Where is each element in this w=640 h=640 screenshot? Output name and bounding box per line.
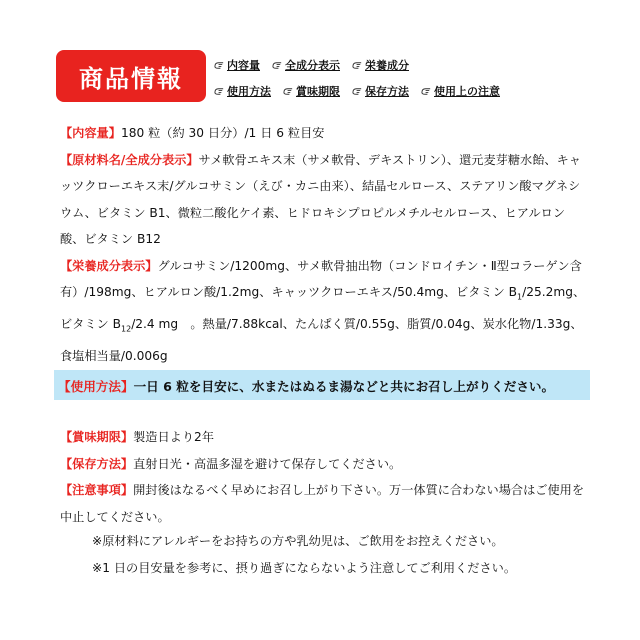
nav-link-volume[interactable] xyxy=(214,57,260,73)
nav-link-usage[interactable] xyxy=(214,83,271,99)
storage-text: 直射日光・高温多湿を避けて保存してください。 xyxy=(133,456,402,471)
nav-link-label: 使用方法 xyxy=(227,85,271,98)
storage-tag: 【保存方法】 xyxy=(60,456,134,471)
page-title: 商品情報 xyxy=(56,50,206,102)
nav-link-label: 保存方法 xyxy=(365,85,409,98)
pointing-hand-icon xyxy=(272,60,283,71)
ingredients-text: サメ軟骨エキス末（サメ軟骨、デキストリン）、還元麦芽糖水飴、キャッツクローエキス末/グルコサミン（えび・カニ由来）、結晶セルロース、ステアリン酸マグネシウム、ビタミン B1、微粒二酸化ケイ素、ヒドロキシプロピルメチルセルロース、ヒアルロン酸、ビタミン B12 xyxy=(60,152,581,246)
caution-tag: 【注意事項】 xyxy=(60,483,134,497)
storage-section xyxy=(60,451,588,478)
nav-link-expiry[interactable] xyxy=(283,83,340,99)
nav-link-label: 使用上の注意 xyxy=(434,85,500,98)
usage-text: 一日 6 粒を目安に、水またはぬるま湯などと共にお召し上がりください。 xyxy=(133,378,555,394)
nav-link-storage[interactable] xyxy=(352,83,409,99)
section-nav xyxy=(214,52,634,104)
nav-link-ingredients[interactable] xyxy=(272,57,340,73)
nutrition-section xyxy=(60,253,588,370)
caution-section xyxy=(60,477,588,530)
expiry-section xyxy=(60,424,588,451)
expiry-tag: 【賞味期限】 xyxy=(60,430,134,444)
usage-tag: 【使用方法】 xyxy=(58,378,134,394)
pointing-hand-icon xyxy=(421,86,432,97)
usage-highlight xyxy=(54,370,590,400)
pointing-hand-icon xyxy=(214,60,225,71)
nutrition-text-a: グルコサミン/1200mg、サメ軟骨抽出物（コンドロイチン・Ⅱ型コラーゲン含有）/198mg、ヒアルロン酸/1.2mg、キャッツクローエキス/50.4mg、ビタミン B xyxy=(60,258,582,299)
ingredients-tag: 【原材料名/全成分表示】 xyxy=(60,152,199,167)
nutrition-text-b: /25.2mg、ビタミン B xyxy=(60,285,586,331)
volume-section xyxy=(60,120,588,147)
nav-link-label: 賞味期限 xyxy=(296,85,340,98)
product-details xyxy=(60,120,588,369)
nav-link-label: 全成分表示 xyxy=(285,59,340,72)
expiry-text: 製造日より2年 xyxy=(133,430,215,444)
note-allergy: ※原材料にアレルギーをお持ちの方や乳幼児は、ご飲用をお控えください。 xyxy=(92,534,504,548)
nav-link-nutrition[interactable] xyxy=(352,57,409,73)
nutrition-text-c: /2.4 mg 。熱量/7.88kcal、たんぱく質/0.55g、脂質/0.04g、炭水化物/1.33g、食塩相当量/0.006g xyxy=(60,316,583,363)
nav-row-2 xyxy=(214,78,634,104)
note-dosage: ※1 日の目安量を参考に、摂り過ぎにならないよう注意してご利用ください。 xyxy=(92,561,517,575)
pointing-hand-icon xyxy=(352,86,363,97)
nav-link-caution[interactable] xyxy=(421,83,500,99)
nutrition-sub-1: 1 xyxy=(517,292,523,302)
nav-link-label: 内容量 xyxy=(227,59,260,72)
pointing-hand-icon xyxy=(283,86,294,97)
volume-tag: 【内容量】 xyxy=(60,126,121,140)
nutrition-sub-2: 12 xyxy=(121,324,132,334)
pointing-hand-icon xyxy=(214,86,225,97)
additional-info xyxy=(60,424,588,530)
volume-text: 180 粒（約 30 日分）/1 日 6 粒目安 xyxy=(120,126,325,140)
pointing-hand-icon xyxy=(352,60,363,71)
nav-link-label: 栄養成分 xyxy=(365,59,409,72)
caution-text: 開封後はなるべく早めにお召し上がり下さい。万一体質に合わない場合はご使用を中止してください。 xyxy=(60,483,585,524)
nav-row-1 xyxy=(214,52,634,78)
nutrition-tag: 【栄養成分表示】 xyxy=(60,258,158,273)
ingredients-section xyxy=(60,147,588,253)
